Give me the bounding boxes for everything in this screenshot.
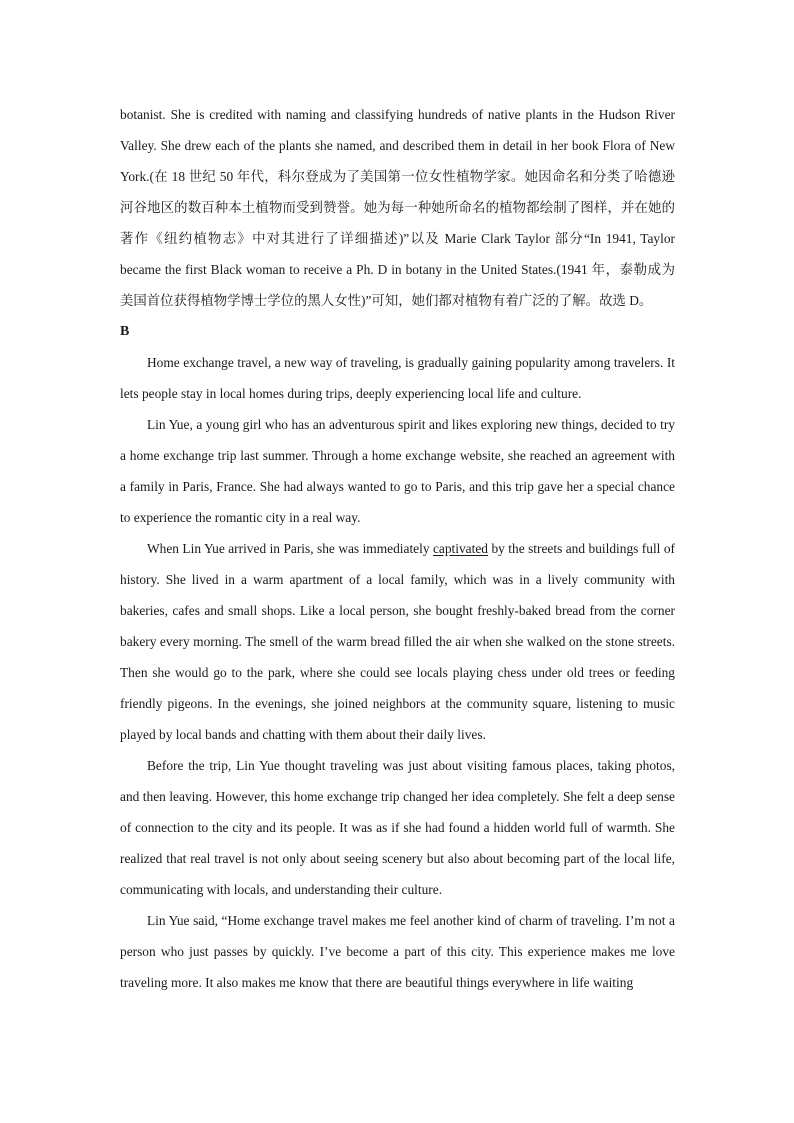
section-heading: B (120, 324, 130, 339)
answer-explanation: botanist. She is credited with naming and classifying hundreds of native plants in the Hudson River Valley. She drew each of the plants she named, and described them in detail in her book Flora of New York.(在 18 世纪 50 年代，科尔登成为了美国第一位女性植物学家。她因命名和分类了哈德逊河谷地区的数百种本土植物而受到赞誉。她为每一种她所命名的植物都绘制了图样，并在她的著作《纽约植物志》中对其进行了详细描述)”以及 Marie Clark Taylor 部分“In 1941, Taylor became the first Black woman to receive a Ph. D in botany in the United States.(1941 年，泰勒成为美国首位获得植物学博士学位的黑人女性)”可知，她们都对植物有着广泛的了解。故选 D。 (120, 107, 675, 308)
paragraph-3-start: When Lin Yue arrived in Paris, she was immediately (147, 541, 433, 556)
paragraph-3-end: by the streets and buildings full of history. She lived in a warm apartment of a local family, which was in a lively community with bakeries, cafes and small shops. Like a local person, she bought freshly-baked bread from the corner bakery every morning. The smell of the warm bread filled the air when she walked on the stone streets. Then she would go to the park, where she could see locals playing chess under old trees or feeding friendly pigeons. In the evenings, she joined neighbors at the community square, listening to music played by local bands and chatting with them about their daily lives. (120, 541, 676, 742)
underlined-word: captivated (432, 541, 488, 556)
passage-paragraph-2: Lin Yue, a young girl who has an adventurous spirit and likes exploring new things, decided to try a home exchange trip last summer. Through a home exchange website, she reached an agreement with a family in Paris, France. She had always wanted to go to Paris, and this trip gave her a special chance to experience the romantic city in a real way. (120, 417, 675, 525)
passage-paragraph-5: Lin Yue said, “Home exchange travel makes me feel another kind of charm of traveling. I’m not a person who just passes by quickly. I’ve become a part of this city. This experience makes me love traveling more. It also makes me know that there are beautiful things everywhere in life waiting (120, 913, 675, 990)
passage-paragraph-3 (120, 533, 675, 750)
document-body (120, 99, 675, 998)
passage-paragraph-1: Home exchange travel, a new way of traveling, is gradually gaining popularity among travelers. It lets people stay in local homes during trips, deeply experiencing local life and culture. (120, 355, 675, 401)
passage-paragraph-4: Before the trip, Lin Yue thought traveling was just about visiting famous places, taking photos, and then leaving. However, this home exchange trip changed her idea completely. She felt a deep sense of connection to the city and its people. It was as if she had found a hidden world full of warmth. She realized that real travel is not only about seeing scenery but also about becoming part of the local life, communicating with locals, and understanding their culture. (120, 758, 675, 897)
